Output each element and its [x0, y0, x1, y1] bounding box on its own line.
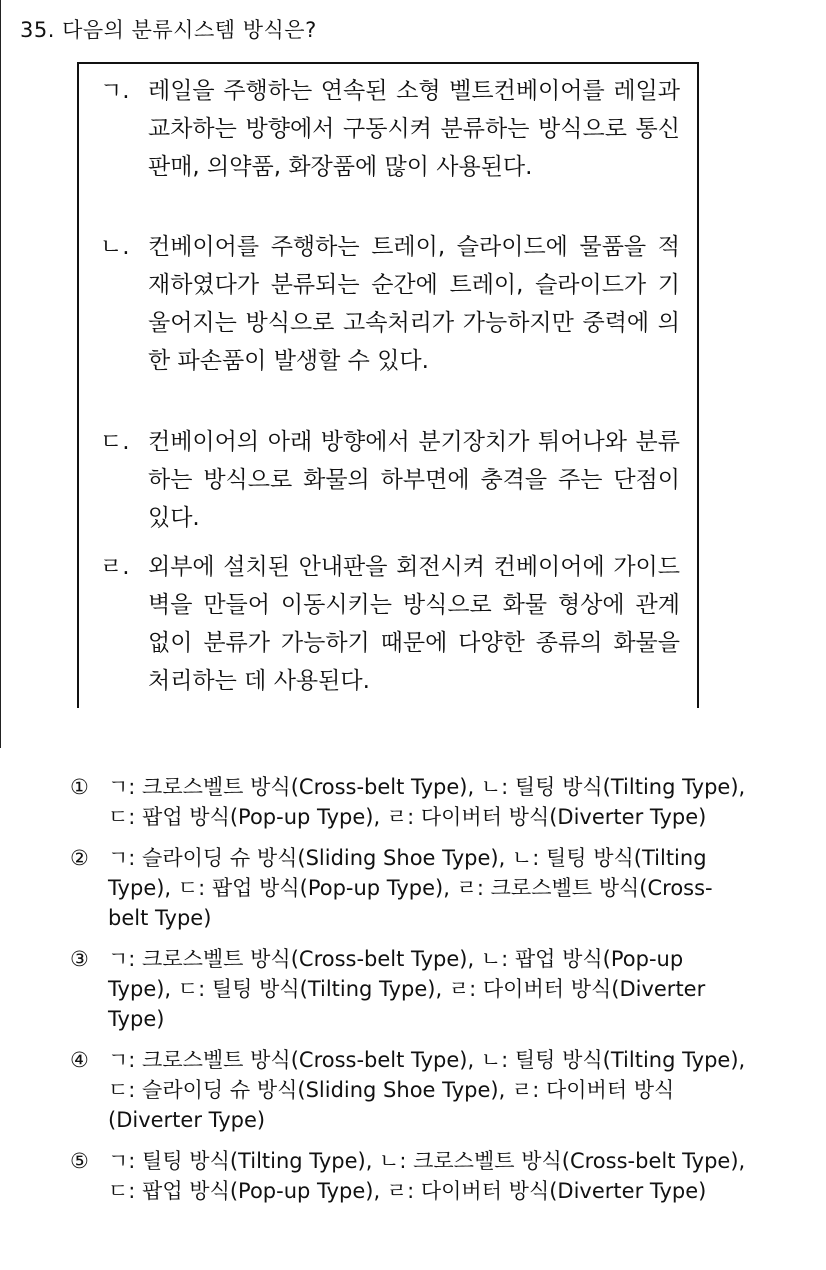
- choice-text: ㄱ: 슬라이딩 슈 방식(Sliding Shoe Type), ㄴ: 틸팅 방식(Tilting Type), ㄷ: 팝업 방식(Pop-up Type), ㄹ: 크로스벨트 방식(Cross-belt Type): [108, 846, 713, 930]
- choice-number: ②: [70, 846, 89, 870]
- passage-item-text: 컨베이어를 주행하는 트레이, 슬라이드에 물품을 적재하였다가 분류되는 순간에 트레이, 슬라이드가 기울어지는 방식으로 고속처리가 가능하지만 중력에 의한 파손품이 발생할 수 있다.: [148, 234, 680, 374]
- question-title: 35. 다음의 분류시스템 방식은?: [20, 18, 317, 42]
- choice-4[interactable]: [70, 1045, 750, 1135]
- passage-item-d: [100, 548, 680, 700]
- left-margin-rule: [0, 0, 1, 748]
- choice-number: ⑤: [70, 1149, 89, 1173]
- passage-item-marker: ㄱ.: [100, 78, 130, 104]
- passage-item-text: 외부에 설치된 안내판을 회전시켜 컨베이어에 가이드벽을 만들어 이동시키는 방식으로 화물 형상에 관계없이 분류가 가능하기 때문에 다양한 종류의 화물을 처리하는 데 사용된다.: [148, 554, 680, 694]
- choice-text: ㄱ: 크로스벨트 방식(Cross-belt Type), ㄴ: 틸팅 방식(Tilting Type), ㄷ: 슬라이딩 슈 방식(Sliding Shoe Type), ㄹ: 다이버터 방식(Diverter Type): [108, 1048, 746, 1132]
- choice-text: ㄱ: 틸팅 방식(Tilting Type), ㄴ: 크로스벨트 방식(Cross-belt Type), ㄷ: 팝업 방식(Pop-up Type), ㄹ: 다이버터 방식(Diverter Type): [108, 1149, 746, 1203]
- choice-2[interactable]: [70, 843, 750, 933]
- passage-item-b: [100, 228, 680, 380]
- passage-item-c: [100, 423, 680, 537]
- passage-item-marker: ㄹ.: [100, 554, 130, 580]
- passage-item-marker: ㄴ.: [100, 234, 130, 260]
- choice-text: ㄱ: 크로스벨트 방식(Cross-belt Type), ㄴ: 틸팅 방식(Tilting Type), ㄷ: 팝업 방식(Pop-up Type), ㄹ: 다이버터 방식(Diverter Type): [108, 775, 746, 829]
- answer-choices: [70, 772, 750, 1217]
- choice-3[interactable]: [70, 944, 750, 1034]
- choice-number: ④: [70, 1048, 89, 1072]
- passage-item-text: 컨베이어의 아래 방향에서 분기장치가 튀어나와 분류하는 방식으로 화물의 하부면에 충격을 주는 단점이 있다.: [148, 429, 680, 531]
- passage-item-marker: ㄷ.: [100, 429, 130, 455]
- choice-number: ③: [70, 947, 89, 971]
- choice-1[interactable]: [70, 772, 750, 832]
- passage-item-a: [100, 72, 680, 186]
- choice-text: ㄱ: 크로스벨트 방식(Cross-belt Type), ㄴ: 팝업 방식(Pop-up Type), ㄷ: 틸팅 방식(Tilting Type), ㄹ: 다이버터 방식(Diverter Type): [108, 947, 706, 1031]
- choice-number: ①: [70, 775, 89, 799]
- passage-item-text: 레일을 주행하는 연속된 소형 벨트컨베이어를 레일과 교차하는 방향에서 구동시켜 분류하는 방식으로 통신 판매, 의약품, 화장품에 많이 사용된다.: [148, 78, 680, 180]
- choice-5[interactable]: [70, 1146, 750, 1206]
